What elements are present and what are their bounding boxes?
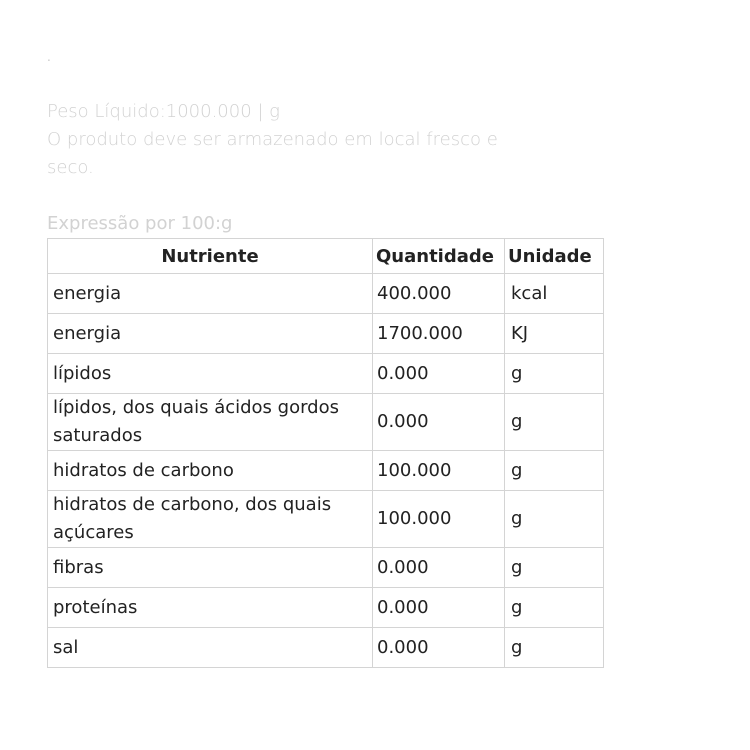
nutrient-unit: g: [505, 394, 604, 451]
nutrient-name: lípidos: [48, 354, 373, 394]
nutrient-quantity: 1700.000: [373, 314, 505, 354]
table-row: [48, 274, 604, 314]
table-row: [48, 354, 604, 394]
nutrient-unit: KJ: [505, 314, 604, 354]
nutrient-quantity: 0.000: [373, 394, 505, 451]
table-row: [48, 548, 604, 588]
nutrient-name: energia: [48, 314, 373, 354]
header-unit: Unidade: [505, 239, 604, 274]
product-info: [47, 98, 587, 182]
nutrient-unit: g: [505, 354, 604, 394]
nutrient-name: lípidos, dos quais ácidos gordos saturados: [48, 394, 373, 451]
nutrient-unit: g: [505, 451, 604, 491]
nutrient-quantity: 0.000: [373, 354, 505, 394]
table-row: [48, 491, 604, 548]
nutrient-name: hidratos de carbono, dos quais açúcares: [48, 491, 373, 548]
table-caption: Expressão por 100:g: [47, 213, 233, 234]
storage-text-line1: O produto deve ser armazenado em local fresco e: [47, 129, 498, 150]
nutrient-unit: g: [505, 588, 604, 628]
nutrient-quantity: 0.000: [373, 588, 505, 628]
nutrient-unit: g: [505, 491, 604, 548]
nutrient-name: energia: [48, 274, 373, 314]
nutrient-quantity: 100.000: [373, 451, 505, 491]
header-quantity: Quantidade: [373, 239, 505, 274]
table-row: [48, 451, 604, 491]
net-weight-text: Peso Líquido:1000.000 | g: [47, 101, 280, 122]
nutrition-table: [47, 238, 604, 668]
nutrient-unit: kcal: [505, 274, 604, 314]
table-row: [48, 628, 604, 668]
top-mark: .: [47, 50, 51, 64]
nutrient-quantity: 0.000: [373, 548, 505, 588]
nutrient-quantity: 400.000: [373, 274, 505, 314]
nutrient-unit: g: [505, 548, 604, 588]
storage-text-line2: seco.: [47, 157, 94, 178]
nutrient-name: proteínas: [48, 588, 373, 628]
table-header-row: [48, 239, 604, 274]
nutrient-quantity: 0.000: [373, 628, 505, 668]
table-row: [48, 394, 604, 451]
nutrient-name: fibras: [48, 548, 373, 588]
nutrient-name: hidratos de carbono: [48, 451, 373, 491]
header-nutrient: Nutriente: [48, 239, 373, 274]
table-row: [48, 588, 604, 628]
nutrient-unit: g: [505, 628, 604, 668]
nutrient-name: sal: [48, 628, 373, 668]
nutrient-quantity: 100.000: [373, 491, 505, 548]
table-row: [48, 314, 604, 354]
